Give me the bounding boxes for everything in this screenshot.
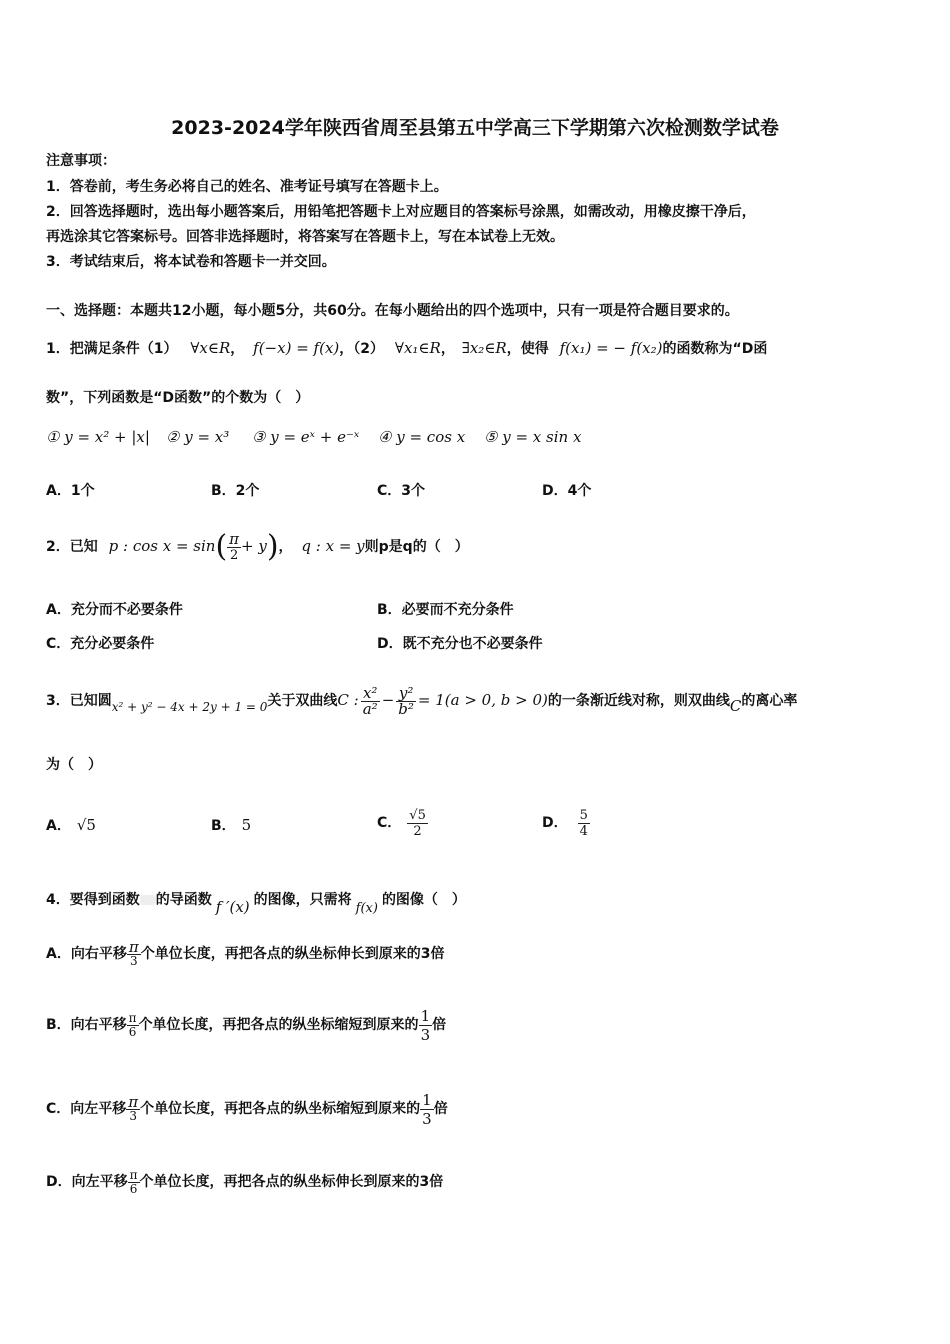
q4-opt-b-fden: 3 (420, 1025, 431, 1044)
q3-c-label: C : (337, 691, 359, 709)
q2-q: q : x = y (301, 537, 365, 555)
q4-opt-c-post: 倍 (433, 1101, 448, 1117)
q1-cond2-forall: ∀x₁∈R (394, 339, 441, 357)
q1-sep: ， (440, 341, 455, 357)
question-2: 2．已知 p : cos x = sin( $\frac{\pi}{2}$ + y)， q : x = y则p是q的（ ） (46, 529, 469, 564)
q1-lead: 1．把满足条件（1） (46, 341, 178, 357)
q3-minus: − (381, 691, 395, 709)
question-4 (46, 886, 466, 923)
q3-opt-c-frac (407, 808, 428, 839)
q4-opt-d-post: 个单位长度，再把各点的纵坐标伸长到原来的3倍 (139, 1174, 444, 1190)
q1-option-c[interactable]: C．3个 (377, 483, 426, 499)
q3-rhs: = 1(a > 0, b > 0) (417, 691, 548, 709)
q3-tail: 的一条渐近线对称，则双曲线 (547, 693, 730, 709)
q1-option-a[interactable]: A．1个 (46, 483, 95, 499)
q4-opt-a-num: π (128, 937, 139, 956)
q2-option-d[interactable]: D．既不充分也不必要条件 (377, 636, 543, 652)
q1-option-b[interactable]: B．2个 (211, 483, 260, 499)
q4-option-a[interactable] (46, 932, 444, 976)
q4-option-c[interactable] (46, 1084, 448, 1134)
q4-lead: 4．要得到函数 (46, 892, 140, 908)
q1-func-1: ① y = x² + |x| (46, 428, 150, 446)
q3-c2: C (729, 697, 742, 715)
notice-item: 1．答卷前，考生务必将自己的姓名、准考证号填写在答题卡上。 (46, 179, 448, 195)
q4-mid2: 的图像，只需将 (253, 892, 352, 908)
q2-frac-num: π (229, 529, 240, 548)
q4-opt-b-den: 6 (128, 1024, 137, 1039)
q3-line2: 为（ ） (46, 757, 102, 773)
q4-opt-c-den: 3 (129, 1108, 138, 1123)
q4-opt-c-mid: 个单位长度，再把各点的纵坐标缩短到原来的 (140, 1101, 421, 1117)
q4-opt-b-mid: 个单位长度，再把各点的纵坐标缩短到原来的 (138, 1017, 419, 1033)
q4-function-image (140, 895, 156, 905)
q2-option-b[interactable]: B．必要而不充分条件 (377, 602, 514, 618)
q3-b-den: b² (398, 699, 414, 718)
q3-opt-a-value: √5 (76, 816, 96, 834)
q1-mid: ，（2） (339, 341, 385, 357)
q3-opt-b-value: 5 (241, 816, 252, 834)
q1-cond2-eq: f(x₁) = − f(x₂) (559, 339, 663, 357)
q4-opt-d-frac (128, 1169, 140, 1196)
q1-functions (46, 427, 581, 448)
q2-option-a[interactable]: A．充分而不必要条件 (46, 602, 183, 618)
q1-mid2: ，使得 (506, 341, 549, 357)
notice-item: 3．考试结束后，将本试卷和答题卡一并交回。 (46, 254, 336, 270)
q4-opt-c-frac2 (420, 1091, 434, 1128)
q1-cond1-eq: f(−x) = f(x) (253, 339, 340, 357)
q1-line2: 数”，下列函数是“D函数”的个数为（ ） (46, 390, 310, 406)
q2-option-c[interactable]: C．充分必要条件 (46, 636, 155, 652)
q1-option-d[interactable]: D．4个 (542, 483, 592, 499)
q4-opt-d-num: π (129, 1167, 138, 1182)
question-1 (46, 338, 767, 359)
q4-opt-c-fnum: 1 (422, 1090, 432, 1109)
q3-x-num: x² (361, 686, 380, 702)
q3-y-num: y² (396, 686, 416, 702)
q3-option-b[interactable] (211, 808, 251, 843)
q4-fx: f(x) (355, 901, 378, 916)
q4-opt-b-fnum: 1 (420, 1006, 431, 1025)
q3-opt-d-num: 5 (579, 807, 588, 823)
notice-heading: 注意事项： (46, 153, 116, 169)
q4-opt-b-post: 倍 (432, 1017, 447, 1033)
notice-item: 再选涂其它答案标号。回答非选择题时，将答案写在答题卡上，写在本试卷上无效。 (46, 229, 564, 245)
q3-opt-c-label: C． (377, 815, 402, 831)
q3-opt-b-label: B． (211, 818, 236, 834)
q3-circle: x² + y² − 4x + 2y + 1 = 0 (111, 700, 268, 714)
q3-option-c[interactable] (377, 794, 428, 852)
q3-option-d[interactable] (542, 794, 590, 852)
q1-func-2: ② y = x³ (166, 428, 230, 446)
q3-a-den: a² (362, 699, 378, 718)
q4-fprime: f ′(x) (215, 898, 250, 916)
q4-mid: 的导函数 (155, 892, 212, 908)
q1-func-3: ③ y = eˣ + e⁻ˣ (252, 428, 360, 446)
q1-sep: ， (230, 341, 245, 357)
page-title: 2023-2024学年陕西省周至县第五中学高三下学期第六次检测数学试卷 (171, 117, 779, 139)
q4-tail: 的图像（ ） (381, 892, 466, 908)
q4-opt-a-den: 3 (129, 953, 138, 968)
q3-mid: 关于双曲线 (267, 693, 338, 709)
q1-func-5: ⑤ y = x sin x (484, 428, 582, 446)
q3-lead: 3．已知圆 (46, 693, 112, 709)
question-3 (46, 671, 797, 736)
notice-item: 2．回答选择题时，选出每小题答案后，用铅笔把答题卡上对应题目的答案标号涂黑，如需改动，用橡皮擦干净后， (46, 204, 756, 220)
q1-cond2-exists: ∃x₂∈R (461, 339, 507, 357)
q3-opt-c-num: √5 (409, 807, 426, 823)
q4-opt-b-pre: B．向右平移 (46, 1017, 127, 1033)
q3-tail2: 的离心率 (741, 693, 798, 709)
q4-opt-c-fden: 3 (422, 1109, 432, 1128)
q4-opt-b-frac2 (419, 1007, 433, 1044)
q3-frac-y (396, 683, 416, 718)
q4-opt-a-pre: A．向右平移 (46, 946, 127, 962)
q4-option-b[interactable] (46, 1000, 446, 1050)
q2-lead: 2．已知 (46, 539, 98, 555)
q2-frac-den: 2 (229, 547, 239, 563)
section-heading: 一、选择题：本题共12小题，每小题5分，共60分。在每小题给出的四个选项中，只有一项是符合题目要求的。 (46, 303, 739, 319)
q1-func-4: ④ y = cos x (378, 428, 466, 446)
q2-fraction (227, 529, 241, 563)
q3-opt-a-label: A． (46, 818, 71, 834)
q4-opt-c-num: π (128, 1092, 139, 1111)
q4-opt-c-frac (126, 1092, 140, 1123)
q3-opt-d-den: 4 (579, 823, 588, 839)
q3-option-a[interactable] (46, 808, 96, 843)
q3-frac-x (361, 683, 380, 718)
q4-opt-b-frac (127, 1012, 139, 1039)
q1-cond1-forall: ∀x∈R (190, 339, 231, 357)
q2-tail: 则p是q的（ ） (364, 539, 469, 555)
q3-opt-d-label: D． (542, 815, 568, 831)
q4-opt-d-pre: D．向左平移 (46, 1174, 128, 1190)
q4-opt-a-frac (127, 937, 141, 968)
q4-option-d[interactable] (46, 1160, 443, 1204)
q4-opt-c-pre: C．向左平移 (46, 1101, 127, 1117)
q2-p: p : cos x = sin (108, 537, 216, 555)
q1-tail: 的函数称为“D函 (662, 341, 768, 357)
q4-opt-b-num: π (128, 1010, 137, 1025)
q3-opt-d-frac (578, 808, 590, 839)
q4-opt-d-den: 6 (129, 1181, 138, 1196)
q2-plus-y: + y (241, 537, 267, 555)
q3-opt-c-den: 2 (413, 823, 422, 839)
q4-opt-a-post: 个单位长度，再把各点的纵坐标伸长到原来的3倍 (140, 946, 445, 962)
q2-sep: ， (278, 539, 293, 555)
